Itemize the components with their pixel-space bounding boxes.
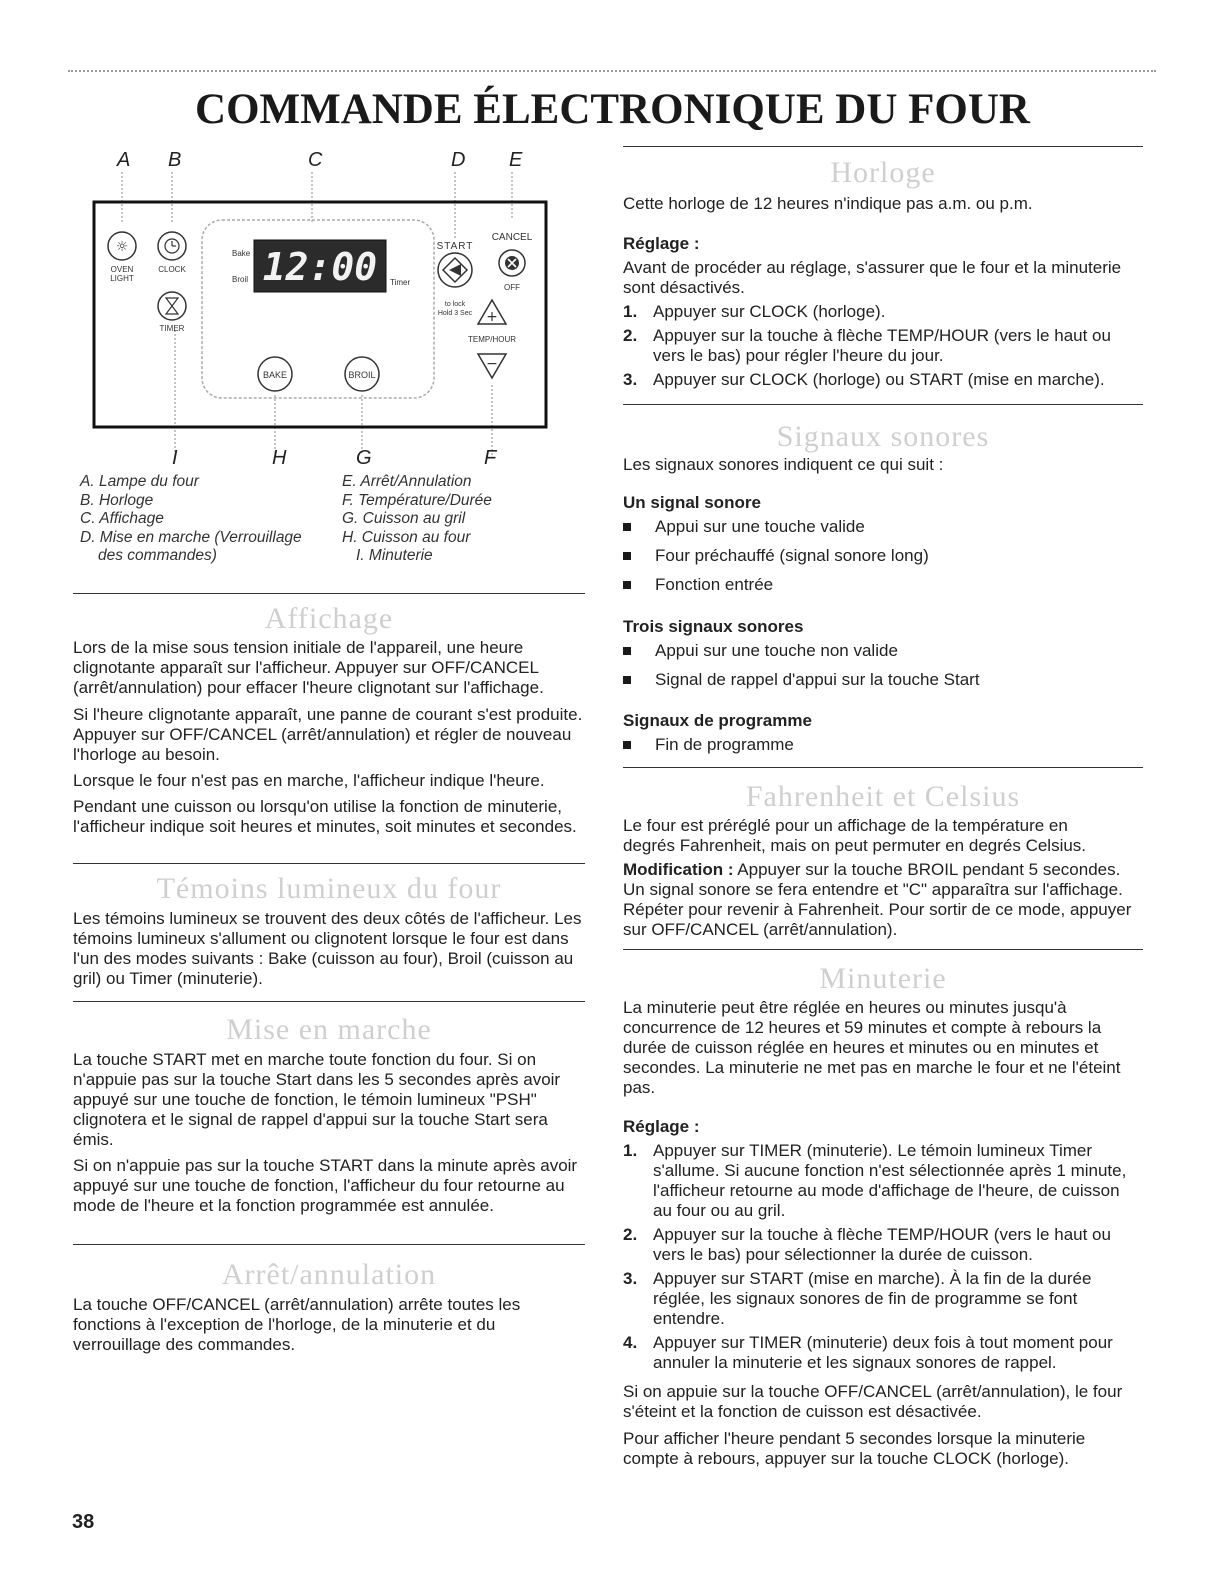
svg-text:BROIL: BROIL <box>348 370 376 380</box>
bullet-icon <box>623 647 631 655</box>
signaux-list-2 <box>623 641 1143 699</box>
section-rule <box>73 1001 585 1002</box>
svg-text:OVEN: OVEN <box>110 265 134 274</box>
diagram-legend-right <box>342 473 572 566</box>
section-rule <box>623 949 1143 950</box>
horloge-paragraph-1: Cette horloge de 12 heures n'indique pas a.m. ou p.m. <box>623 194 1033 213</box>
section-heading-signaux: Signaux sonores <box>776 420 990 453</box>
svg-text:Bake: Bake <box>232 249 251 258</box>
bullet-icon <box>623 741 631 749</box>
section-rule <box>73 863 585 864</box>
minuterie-steps <box>623 1141 1143 1377</box>
list-item <box>623 575 1143 604</box>
legend-item: G. Cuisson au gril <box>342 510 466 527</box>
svg-text:START: START <box>436 241 474 252</box>
legend-item: F. Température/Durée <box>342 491 492 509</box>
step-number: 2. <box>623 326 638 345</box>
legend-item: H. Cuisson au four <box>342 528 471 546</box>
svg-text:Timer: Timer <box>390 278 411 287</box>
svg-text:+: + <box>486 309 498 325</box>
step-text: Appuyer sur CLOCK (horloge). <box>653 302 886 321</box>
diagram-letter-d: D <box>451 149 466 171</box>
section-heading-mise-en-marche: Mise en marche <box>226 1013 432 1046</box>
legend-item: D. Mise en marche (Verrouillage <box>80 528 302 546</box>
bullet-icon <box>623 581 631 589</box>
step-text: Appuyer sur la touche à flèche TEMP/HOUR (vers le haut ou vers le bas) pour sélectionner la durée de cuisson. <box>653 1225 1111 1264</box>
diagram-letter-h: H <box>272 447 287 469</box>
svg-text:TEMP/HOUR: TEMP/HOUR <box>468 335 516 344</box>
signaux-list-3 <box>623 735 1143 764</box>
step-text: Appuyer sur START (mise en marche). À la fin de la durée réglée, les signaux sonores de fin de programme se font entendre. <box>653 1269 1092 1328</box>
svg-text:BAKE: BAKE <box>262 370 288 380</box>
list-item-text: Fonction entrée <box>655 575 774 594</box>
minuterie-paragraph-2: Si on appuie sur la touche OFF/CANCEL (arrêt/annulation), le four s'éteint et la fonction de cuisson est désactivée. <box>623 1382 1123 1421</box>
list-item <box>623 670 1143 699</box>
list-item-text: Four préchauffé (signal sonore long) <box>655 546 929 565</box>
page-title: COMMANDE ÉLECTRONIQUE DU FOUR <box>195 86 1030 133</box>
section-rule <box>623 767 1143 768</box>
mise-paragraph-1: La touche START met en marche toute fonction du four. Si on n'appuie pas sur la touche Start dans les 5 secondes après avoir appuyé sur une touche de fonction, le témoin lumineux "PSH" clignotera et le signal de rappel d'appui sur la touche Start sera émis. <box>73 1050 561 1149</box>
signaux-subheading-2: Trois signaux sonores <box>623 617 804 636</box>
list-item <box>623 302 1143 322</box>
arret-paragraph: La touche OFF/CANCEL (arrêt/annulation) arrête toutes les fonctions à l'exception de l'horloge, de la minuterie et du verrouillage des commandes. <box>73 1295 521 1354</box>
list-item-text: Appui sur une touche valide <box>655 517 865 536</box>
fahrenheit-paragraph: Le four est préréglé pour un affichage de la température en degrés Fahrenheit, mais on peut permuter en degrés Celsius. <box>623 816 1087 855</box>
affichage-paragraph-3: Lorsque le four n'est pas en marche, l'afficheur indique l'heure. <box>73 771 545 790</box>
svg-text:OFF: OFF <box>504 283 520 292</box>
svg-text:−: − <box>486 356 498 372</box>
affichage-paragraph-2: Si l'heure clignotante apparaît, une panne de courant s'est produite. Appuyer sur OFF/CANCEL (arrêt/annulation) et régler de nouveau l'horloge au besoin. <box>73 705 583 764</box>
list-item <box>623 546 1143 575</box>
section-rule <box>623 404 1143 405</box>
step-number: 1. <box>623 302 638 321</box>
legend-item: A. Lampe du four <box>80 473 199 490</box>
step-text: Appuyer sur la touche à flèche TEMP/HOUR (vers le haut ou vers le bas) pour régler l'heure du jour. <box>653 326 1111 365</box>
list-item-text: Appui sur une touche non valide <box>655 641 898 660</box>
list-item <box>623 735 1143 764</box>
signaux-subheading-1: Un signal sonore <box>623 493 761 512</box>
fahrenheit-modification <box>623 860 1143 940</box>
diagram-letter-c: C <box>308 149 323 171</box>
minuterie-paragraph-1: La minuterie peut être réglée en heures ou minutes jusqu'à concurrence de 12 heures et 59 minutes et compte à rebours la durée de cuisson réglée en heures et minutes ou en minutes et secondes. La minuterie ne met pas en marche le four et ne l'éteint pas. <box>623 998 1121 1097</box>
diagram-legend-left <box>80 473 340 566</box>
bullet-icon <box>623 552 631 560</box>
list-item <box>623 326 1143 366</box>
list-item <box>623 641 1143 670</box>
step-number: 3. <box>623 370 638 389</box>
step-text: Appuyer sur TIMER (minuterie). Le témoin lumineux Timer s'allume. Si aucune fonction n'est sélectionnée après 1 minute, l'afficheur retourne au mode d'affichage de l'heure, de cuisson au four ou au gril. <box>653 1141 1127 1220</box>
section-rule <box>623 146 1143 147</box>
list-item-text: Fin de programme <box>655 735 794 754</box>
section-heading-arret: Arrêt/annulation <box>221 1258 437 1291</box>
diagram-letter-e: E <box>509 149 523 171</box>
svg-text:Broil: Broil <box>232 275 249 284</box>
svg-text:Hold 3 Sec: Hold 3 Sec <box>437 310 473 317</box>
svg-text:LIGHT: LIGHT <box>110 274 134 283</box>
mise-paragraph-2: Si on n'appuie pas sur la touche START dans la minute après avoir appuyé sur une touche de fonction, l'afficheur du four retourne au mode de l'heure et la fonction programmée est annulée. <box>73 1156 578 1215</box>
step-text: Appuyer sur TIMER (minuterie) deux fois à tout moment pour annuler la minuterie et les signaux sonores de rappel. <box>653 1333 1113 1372</box>
section-rule <box>73 593 585 594</box>
svg-text:TIMER: TIMER <box>159 324 185 333</box>
list-item-text: Signal de rappel d'appui sur la touche Start <box>655 670 980 689</box>
step-number: 1. <box>623 1141 638 1160</box>
svg-text:☼: ☼ <box>115 239 129 255</box>
affichage-paragraph-1: Lors de la mise sous tension initiale de l'appareil, une heure clignotante apparaît sur l'afficheur. Appuyer sur OFF/CANCEL (arrêt/annulation) pour effacer l'heure clignotant sur l'affichage. <box>73 638 544 697</box>
signaux-list-1 <box>623 517 1143 604</box>
oven-panel-illustration <box>80 170 560 460</box>
horloge-paragraph-2: Avant de procéder au réglage, s'assurer que le four et la minuterie sont désactivés. <box>623 258 1122 297</box>
list-item <box>623 1333 1143 1373</box>
svg-text:to lock: to lock <box>444 301 466 308</box>
horloge-steps <box>623 302 1143 394</box>
legend-item: C. Affichage <box>80 510 164 527</box>
step-number: 3. <box>623 1269 638 1288</box>
signaux-paragraph: Les signaux sonores indiquent ce qui suit : <box>623 455 944 474</box>
affichage-paragraph-4: Pendant une cuisson ou lorsqu'on utilise la fonction de minuterie, l'afficheur indique soit heures et minutes, soit minutes et secondes. <box>73 797 577 836</box>
legend-item: des commandes) <box>98 547 217 564</box>
svg-text:12:00: 12:00 <box>262 245 378 289</box>
section-rule <box>73 1244 585 1245</box>
section-heading-affichage: Affichage <box>264 602 394 635</box>
diagram-letter-i: I <box>172 447 178 469</box>
legend-item: B. Horloge <box>80 491 154 509</box>
bullet-icon <box>623 523 631 531</box>
diagram-letter-a: A <box>117 149 131 171</box>
svg-text:CLOCK: CLOCK <box>158 265 186 274</box>
svg-text:CANCEL: CANCEL <box>491 232 533 243</box>
diagram-letter-g: G <box>356 447 372 469</box>
horloge-subheading: Réglage : <box>623 234 700 253</box>
modification-text: Appuyer sur la touche BROIL pendant 5 secondes. Un signal sonore se fera entendre et "C" apparaîtra sur l'affichage. Répéter pour revenir à Fahrenheit. Pour sortir de ce mode, appuyer sur OFF/CANCEL (arrêt/annulation). <box>623 860 1132 939</box>
legend-item: E. Arrêt/Annulation <box>342 473 472 490</box>
top-dotted-rule <box>68 70 1156 72</box>
list-item <box>623 370 1143 390</box>
list-item <box>623 1269 1143 1329</box>
section-heading-temoins: Témoins lumineux du four <box>156 872 502 905</box>
section-heading-fahrenheit: Fahrenheit et Celsius <box>745 780 1021 813</box>
step-number: 4. <box>623 1333 638 1352</box>
step-number: 2. <box>623 1225 638 1244</box>
legend-item: I. Minuterie <box>356 547 433 564</box>
diagram-letter-f: F <box>484 447 497 469</box>
section-heading-horloge: Horloge <box>830 156 936 189</box>
temoins-paragraph: Les témoins lumineux se trouvent des deux côtés de l'afficheur. Les témoins lumineux s'allument ou clignotent lorsque le four est dans l'un des modes suivants : Bake (cuisson au four), Broil (cuisson au gril) ou Timer (minuterie). <box>73 909 582 988</box>
list-item <box>623 1225 1143 1265</box>
minuterie-subheading: Réglage : <box>623 1117 700 1136</box>
list-item <box>623 1141 1143 1221</box>
page-number: 38 <box>72 1511 95 1533</box>
section-heading-minuterie: Minuterie <box>819 962 947 995</box>
step-text: Appuyer sur CLOCK (horloge) ou START (mise en marche). <box>653 370 1105 389</box>
modification-label: Modification : <box>623 860 734 879</box>
diagram-letter-b: B <box>168 149 182 171</box>
list-item <box>623 517 1143 546</box>
bullet-icon <box>623 676 631 684</box>
minuterie-paragraph-3: Pour afficher l'heure pendant 5 secondes lorsque la minuterie compte à rebours, appuyer sur la touche CLOCK (horloge). <box>623 1429 1086 1468</box>
signaux-subheading-3: Signaux de programme <box>623 711 812 730</box>
